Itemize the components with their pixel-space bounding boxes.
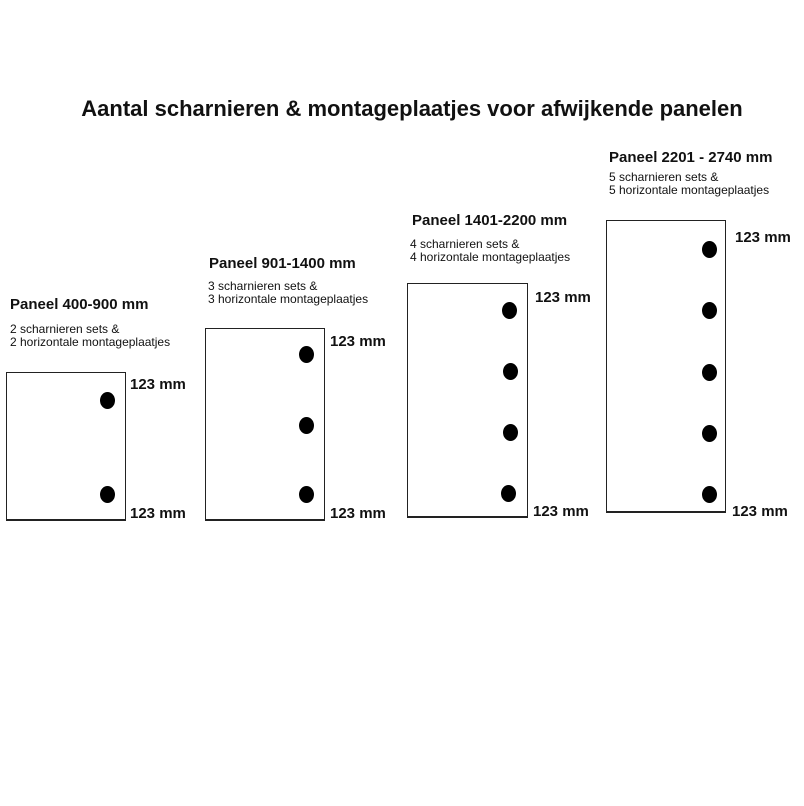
hinge-hole xyxy=(100,392,115,409)
panel-2-bottom-offset: 123 mm xyxy=(330,505,386,522)
hinge-hole xyxy=(702,241,717,258)
diagram-title: Aantal scharnieren & montageplaatjes voor afwijkende panelen xyxy=(81,96,743,121)
hinge-hole xyxy=(502,302,517,319)
hinge-hole xyxy=(299,417,314,434)
hinge-hole xyxy=(299,346,314,363)
hinge-hole xyxy=(702,425,717,442)
panel-1-hinge-count: 2 scharnieren sets & xyxy=(10,322,120,336)
panel-1-title: Paneel 400-900 mm xyxy=(10,296,149,313)
panel-3-title: Paneel 1401-2200 mm xyxy=(412,212,568,229)
panel-3-plate-count: 4 horizontale montageplaatjes xyxy=(410,250,571,264)
hinge-hole xyxy=(299,486,314,503)
panel-3-bottom-offset: 123 mm xyxy=(533,503,589,520)
panel-4-plate-count: 5 horizontale montageplaatjes xyxy=(609,183,770,197)
hinge-hole xyxy=(702,302,717,319)
panel-2-top-offset: 123 mm xyxy=(330,333,386,350)
panel-3-hinge-count: 4 scharnieren sets & xyxy=(410,237,520,251)
panel-1-plate-count: 2 horizontale montageplaatjes xyxy=(10,335,171,349)
hinge-hole xyxy=(503,424,518,441)
panel-3-door xyxy=(407,283,528,518)
panel-4-door xyxy=(606,220,726,513)
panel-4-title: Paneel 2201 - 2740 mm xyxy=(609,149,773,166)
panel-2-door xyxy=(205,328,325,521)
panel-4-top-offset: 123 mm xyxy=(735,229,791,246)
panel-2-plate-count: 3 horizontale montageplaatjes xyxy=(208,292,369,306)
panel-1-bottom-offset: 123 mm xyxy=(130,505,186,522)
panel-2-title: Paneel 901-1400 mm xyxy=(209,255,356,272)
hinge-hole xyxy=(100,486,115,503)
panel-1-top-offset: 123 mm xyxy=(130,376,186,393)
panel-2-hinge-count: 3 scharnieren sets & xyxy=(208,279,318,293)
hinge-hole xyxy=(702,364,717,381)
panel-1-door xyxy=(6,372,126,521)
hinge-hole xyxy=(501,485,516,502)
hinge-hole xyxy=(702,486,717,503)
panel-4-bottom-offset: 123 mm xyxy=(732,503,788,520)
panel-3-top-offset: 123 mm xyxy=(535,289,591,306)
hinge-hole xyxy=(503,363,518,380)
panel-4-hinge-count: 5 scharnieren sets & xyxy=(609,170,719,184)
